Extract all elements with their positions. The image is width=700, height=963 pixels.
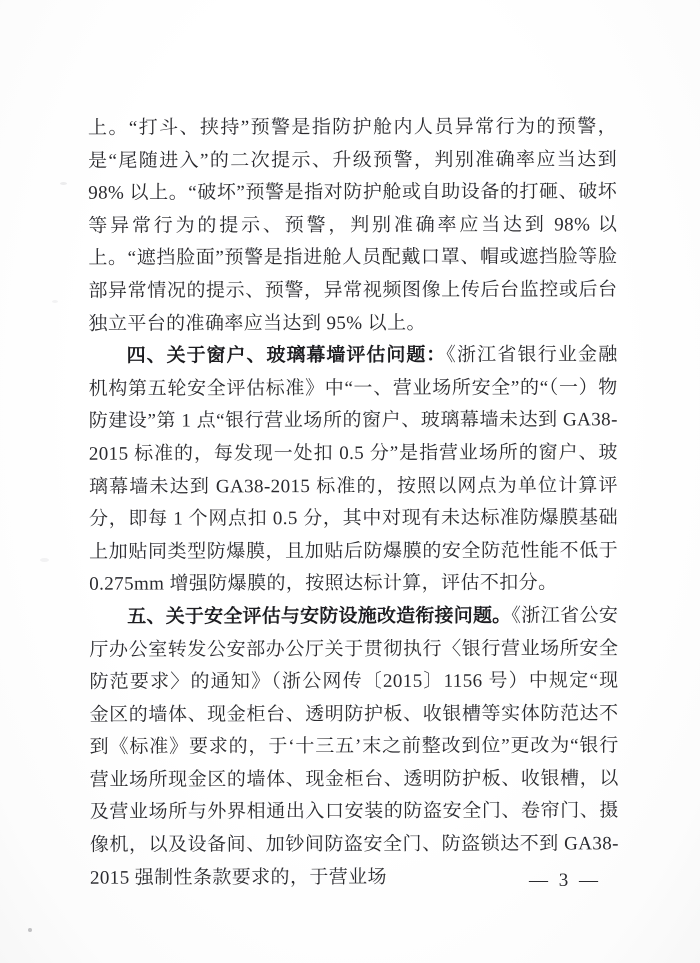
paragraph-continuation	[88, 111, 618, 341]
paragraph-section-4	[89, 339, 619, 601]
page-number: — 3 —	[529, 870, 601, 891]
paragraph-text: 《浙江省银行业金融机构第五轮安全评估标准》中“一、营业场所安全”的“（一）物防建设”第 1 点“银行营业场所的窗户、玻璃幕墙未达到 GA38-2015 标准的，每发现一处扣 0.5 分”是指营业场所的窗户、玻璃幕墙未达到 GA38-2015 标准的，按照以网点为单位计算评分，即每 1 个网点扣 0.5 分，其中对现有未达标准防爆膜基础上加贴同类型防爆膜，且加贴后防爆膜的安全防范性能不低于 0.275mm 增强防爆膜的，按照达标计算，评估不扣分。	[88, 344, 619, 596]
section-4-heading: 四、关于窗户、玻璃幕墙评估问题：	[126, 344, 447, 367]
paragraph-text: 《浙江省公安厅办公室转发公安部办公厅关于贯彻执行〈银行营业场所安全防范要求〉的通知》（浙公网传〔2015〕1156 号）中规定“现金区的墙体、现金柜台、透明防护板、收银槽等实体防范达不到《标准》要求的，于‘十三五’末之前整改到位”更改为“银行营业场所现金区的墙体、现金柜台、透明防护板、收银槽，以及营业场所与外界相通出入口安装的防盗安全门、卷帘门、摄像机，以及设备间、加钞间防盗安全门、防盗锁达不到 GA38-2015 强制性条款要求的，于营业场	[89, 605, 619, 889]
paragraph-section-5	[89, 600, 619, 895]
scan-speck	[60, 182, 67, 185]
section-5-heading: 五、关于安全评估与安防设施改造衔接问题。	[127, 605, 512, 628]
scan-speck	[40, 558, 49, 562]
document-text-block	[88, 111, 619, 895]
paragraph-text: 上。“打斗、挟持”预警是指防护舱内人员异常行为的预警，是“尾随进入”的二次提示、升级预警，判别准确率应当达到 98% 以上。“破坏”预警是指对防护舱或自助设备的打砸、破坏等异常行为的提示、预警，判别准确率应当达到 98% 以上。“遮挡脸面”预警是指进舱人员配戴口罩、帽或遮挡脸等脸部异常情况的提示、预警，异常视频图像上传后台监控或后台独立平台的准确率应当达到 95% 以上。	[87, 116, 618, 335]
scan-speck	[28, 928, 32, 932]
scan-speck	[52, 300, 58, 303]
